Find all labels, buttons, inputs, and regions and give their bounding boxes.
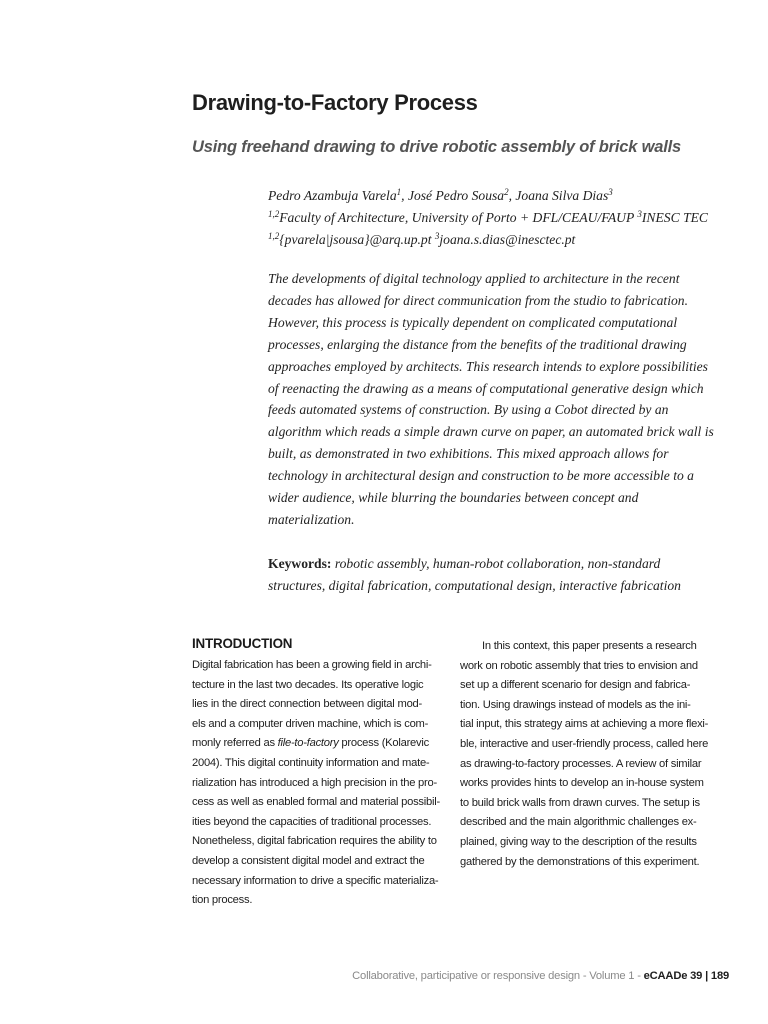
body-text-line: tial input, this strategy aims at achieving a more flexi- [460, 718, 709, 731]
intro-right-column [460, 637, 709, 872]
abstract-line: decades has allowed for direct communication from the studio to fabrication. [268, 292, 688, 308]
author-sup: 1 [396, 187, 402, 197]
email-text[interactable]: {pvarela|jsousa}@arq.up.pt [279, 232, 435, 247]
abstract-line: built, as demonstrated in two exhibitions. This mixed approach allows for [268, 446, 669, 462]
body-text-line: monly referred as file-to-factory process (Kolarevic [192, 737, 429, 750]
footer-conference: eCAADe 39 [643, 970, 703, 982]
abstract-line: approaches employed by architects. This research intends to explore possibilities [268, 358, 708, 374]
abstract-line: processes, enlarging the distance from the benefits of the traditional drawing [268, 336, 687, 352]
body-text-line: as drawing-to-factory processes. A review of similar [460, 757, 702, 770]
keywords-line: structures, digital fabrication, computational design, interactive fabrication [268, 578, 681, 593]
email-sup: 1,2 [268, 231, 280, 241]
body-text-line: cess as well as enabled formal and material possibil- [192, 796, 440, 809]
abstract-line: of reenacting the drawing as a means of computational generative design which [268, 380, 704, 396]
affiliation-text: Faculty of Architecture, University of Porto + DFL/CEAU/FAUP [279, 210, 638, 225]
author-separator: , [508, 188, 516, 203]
abstract [268, 268, 718, 531]
affiliation-sup: 1,2 [268, 209, 280, 219]
keywords-label: Keywords: [268, 556, 332, 571]
footer-text: Collaborative, participative or responsive design - Volume 1 - [352, 970, 644, 982]
body-text-line: lies in the direct connection between digital mod- [192, 698, 422, 711]
body-text-line: described and the main algorithmic challenges ex- [460, 816, 697, 829]
body-text-line: to build brick walls from drawn curves. The setup is [460, 796, 700, 809]
author-sup: 3 [608, 187, 613, 197]
abstract-line: The developments of digital technology applied to architecture in the recent [268, 271, 680, 286]
paper-title: Drawing-to-Factory Process [192, 90, 478, 115]
body-text-line: works provides hints to develop an in-house system [460, 777, 704, 790]
author-separator: , [401, 188, 408, 203]
body-text-line: ble, interactive and user-friendly process, called here [460, 737, 709, 750]
affiliation-sup: 3 [637, 209, 642, 219]
author-name: José Pedro Sousa [407, 188, 505, 203]
keywords-text: robotic assembly, human-robot collaboration, non-standard [331, 556, 661, 571]
keywords-block [268, 553, 718, 597]
footer-separator: | [702, 970, 711, 982]
abstract-line: materialization. [268, 511, 355, 527]
body-text-line: develop a consistent digital model and extract the [192, 854, 425, 867]
paper-subtitle: Using freehand drawing to drive robotic assembly of brick walls [192, 138, 681, 156]
affiliation-text: INESC TEC [641, 210, 708, 225]
author-name: Pedro Azambuja Varela [268, 188, 397, 203]
body-text-line: ities beyond the capacities of traditional processes. [192, 815, 432, 828]
author-sup: 2 [504, 187, 509, 197]
abstract-line: wider audience, while blurring the boundaries between concept and [268, 490, 639, 506]
abstract-line: However, this process is typically dependent on complicated computational [268, 314, 678, 330]
body-text-line: work on robotic assembly that tries to envision and [460, 659, 698, 672]
body-text-line: Nonetheless, digital fabrication requires the ability to [192, 835, 437, 848]
author-names [268, 185, 738, 207]
body-text-line: 2004). This digital continuity information and mate- [192, 756, 430, 769]
body-text-line: set up a different scenario for design and fabrica- [460, 679, 691, 692]
author-name: Joana Silva Dias [515, 188, 609, 203]
intro-left-column [192, 656, 440, 911]
page-number: 189 [710, 970, 729, 982]
abstract-line: algorithm which reads a simple drawn curve on paper, an automated brick wall is [268, 424, 714, 440]
body-text-line: tion process. [192, 894, 253, 907]
body-text-line: tion. Using drawings instead of models as the ini- [460, 698, 691, 711]
author-block [268, 185, 738, 251]
page-footer [352, 970, 729, 982]
author-emails [268, 229, 738, 251]
keywords-line [268, 553, 718, 575]
abstract-line: technology in architectural design and construction to be more accessible to a [268, 468, 694, 484]
body-text-line: els and a computer driven machine, which is com- [192, 717, 429, 730]
author-affiliations [268, 207, 738, 229]
body-text-line: rialization has introduced a high precision in the pro- [192, 776, 437, 789]
body-text-line: necessary information to drive a specific materializa- [192, 874, 439, 887]
body-text-line: plained, giving way to the description of the results [460, 835, 697, 848]
section-heading-introduction: INTRODUCTION [192, 636, 293, 651]
body-text-line: gathered by the demonstrations of this experiment. [460, 855, 700, 868]
emphasized-term: file-to-factory [277, 737, 339, 750]
email-text[interactable]: joana.s.dias@inesctec.pt [439, 232, 576, 247]
body-text-line: Digital fabrication has been a growing field in archi- [192, 659, 432, 671]
abstract-line: feeds automated systems of construction. By using a Cobot directed by an [268, 402, 669, 418]
body-text-line: tecture in the last two decades. Its operative logic [192, 678, 424, 691]
email-sup: 3 [434, 231, 440, 241]
body-text-line: In this context, this paper presents a research [482, 640, 697, 652]
